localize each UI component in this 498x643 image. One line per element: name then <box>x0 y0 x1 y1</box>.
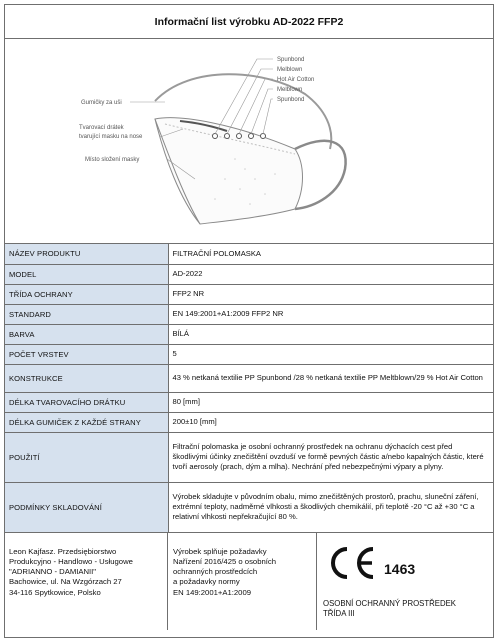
ppe-line: OSOBNÍ OCHRANNÝ PROSTŘEDEK <box>323 598 457 608</box>
table-row <box>5 432 493 482</box>
compliance-line: a požadavky normy <box>173 577 240 587</box>
table-row <box>5 284 493 304</box>
row-key: TŘÍDA OCHRANY <box>5 284 168 304</box>
document-title: Informační list výrobku AD-2022 FFP2 <box>5 5 493 39</box>
fold-label: Místo složení masky <box>85 157 140 163</box>
compliance-line: EN 149:2001+A1:2009 <box>173 587 252 597</box>
row-value: FILTRAČNÍ POLOMASKA <box>168 244 493 264</box>
certification-block <box>317 533 493 630</box>
layer-label-5: Spunbond <box>277 97 305 103</box>
row-key: PODMÍNKY SKLADOVÁNÍ <box>5 482 168 532</box>
ce-mark-icon <box>323 545 379 581</box>
table-row <box>5 364 493 392</box>
layer-label-1: Spunbond <box>277 57 305 63</box>
compliance-line: ochranných prostředcích <box>173 567 258 577</box>
manufacturer-line: Produkcyjno - Handlowo - Usługowe <box>9 556 133 566</box>
compliance-block <box>168 533 317 630</box>
row-value: 5 <box>168 344 493 364</box>
notified-body-number: 1463 <box>384 560 416 577</box>
row-value: EN 149:2001+A1:2009 FFP2 NR <box>168 304 493 324</box>
manufacturer-line: "ADRIANNO - DAMIANII" <box>9 567 97 577</box>
compliance-line: Výrobek splňuje požadavky <box>173 546 267 556</box>
table-row <box>5 344 493 364</box>
mask-diagram <box>5 39 493 244</box>
row-value: BÍLÁ <box>168 324 493 344</box>
row-key: BARVA <box>5 324 168 344</box>
row-key: POUŽITÍ <box>5 432 168 482</box>
layer-label-2: Melblown <box>277 67 303 73</box>
row-value: AD-2022 <box>168 264 493 284</box>
row-value: 80 [mm] <box>168 392 493 412</box>
mask-illustration <box>5 39 495 244</box>
table-row <box>5 412 493 432</box>
product-info-sheet <box>4 4 494 638</box>
footer <box>5 533 493 630</box>
ce-mark <box>323 545 415 581</box>
table-row <box>5 304 493 324</box>
table-row <box>5 392 493 412</box>
row-key: KONSTRUKCE <box>5 364 168 392</box>
row-key: NÁZEV PRODUKTU <box>5 244 168 264</box>
row-key: DÉLKA TVAROVACÍHO DRÁTKU <box>5 392 168 412</box>
compliance-line: Nařízení 2016/425 o osobních <box>173 556 277 566</box>
manufacturer-line: Bachowice, ul. Na Wzgórzach 27 <box>9 577 122 587</box>
table-row <box>5 264 493 284</box>
layer-label-4: Melblown <box>277 87 303 93</box>
row-key: MODEL <box>5 264 168 284</box>
row-value: 43 % netkaná textilie PP Spunbond /28 % netkaná textilie PP Meltblown/29 % Hot Air Cotton <box>168 364 493 392</box>
row-value: Filtrační polomaska je osobní ochranný prostředek na ochranu dýchacích cest před škodlivými účinky znečištění ovzduší ve formě pevných částic a/nebo kapalných částic, které tvoří aerosoly (prach, dým a mlha). Nechrání před nebezpečnými výpary a plyny. <box>168 432 493 482</box>
row-value: FFP2 NR <box>168 284 493 304</box>
row-key: POČET VRSTEV <box>5 344 168 364</box>
manufacturer-line: 34-116 Spytkowice, Polsko <box>9 587 101 597</box>
spec-table <box>5 244 493 533</box>
nose-wire-label-2: tvarující masku na nose <box>79 134 143 140</box>
row-value: 200±10 [mm] <box>168 412 493 432</box>
row-value: Výrobek skladujte v původním obalu, mimo znečištěných prostorů, prachu, sluneční záření, extrémní teploty, nadměrné vlhkosti a škodlivých chemikálií, při teplotě -20 °C až +30 °C a relativní vlhkosti nepřekračující 80 %. <box>168 482 493 532</box>
row-key: DÉLKA GUMIČEK Z KAŽDÉ STRANY <box>5 412 168 432</box>
layer-label-3: Hot Air Cotton <box>277 77 315 83</box>
table-row <box>5 244 493 264</box>
ppe-class-text <box>323 599 456 620</box>
row-key: STANDARD <box>5 304 168 324</box>
nose-wire-label-1: Tvarovací drátek <box>79 125 124 131</box>
ppe-line: TŘÍDA III <box>323 609 355 618</box>
ear-loops-label: Gumičky za uši <box>81 100 122 106</box>
table-row <box>5 482 493 532</box>
manufacturer-line: Leon Kajfasz. Przedsiębiorstwo <box>9 546 117 556</box>
manufacturer-block <box>5 533 168 630</box>
table-row <box>5 324 493 344</box>
